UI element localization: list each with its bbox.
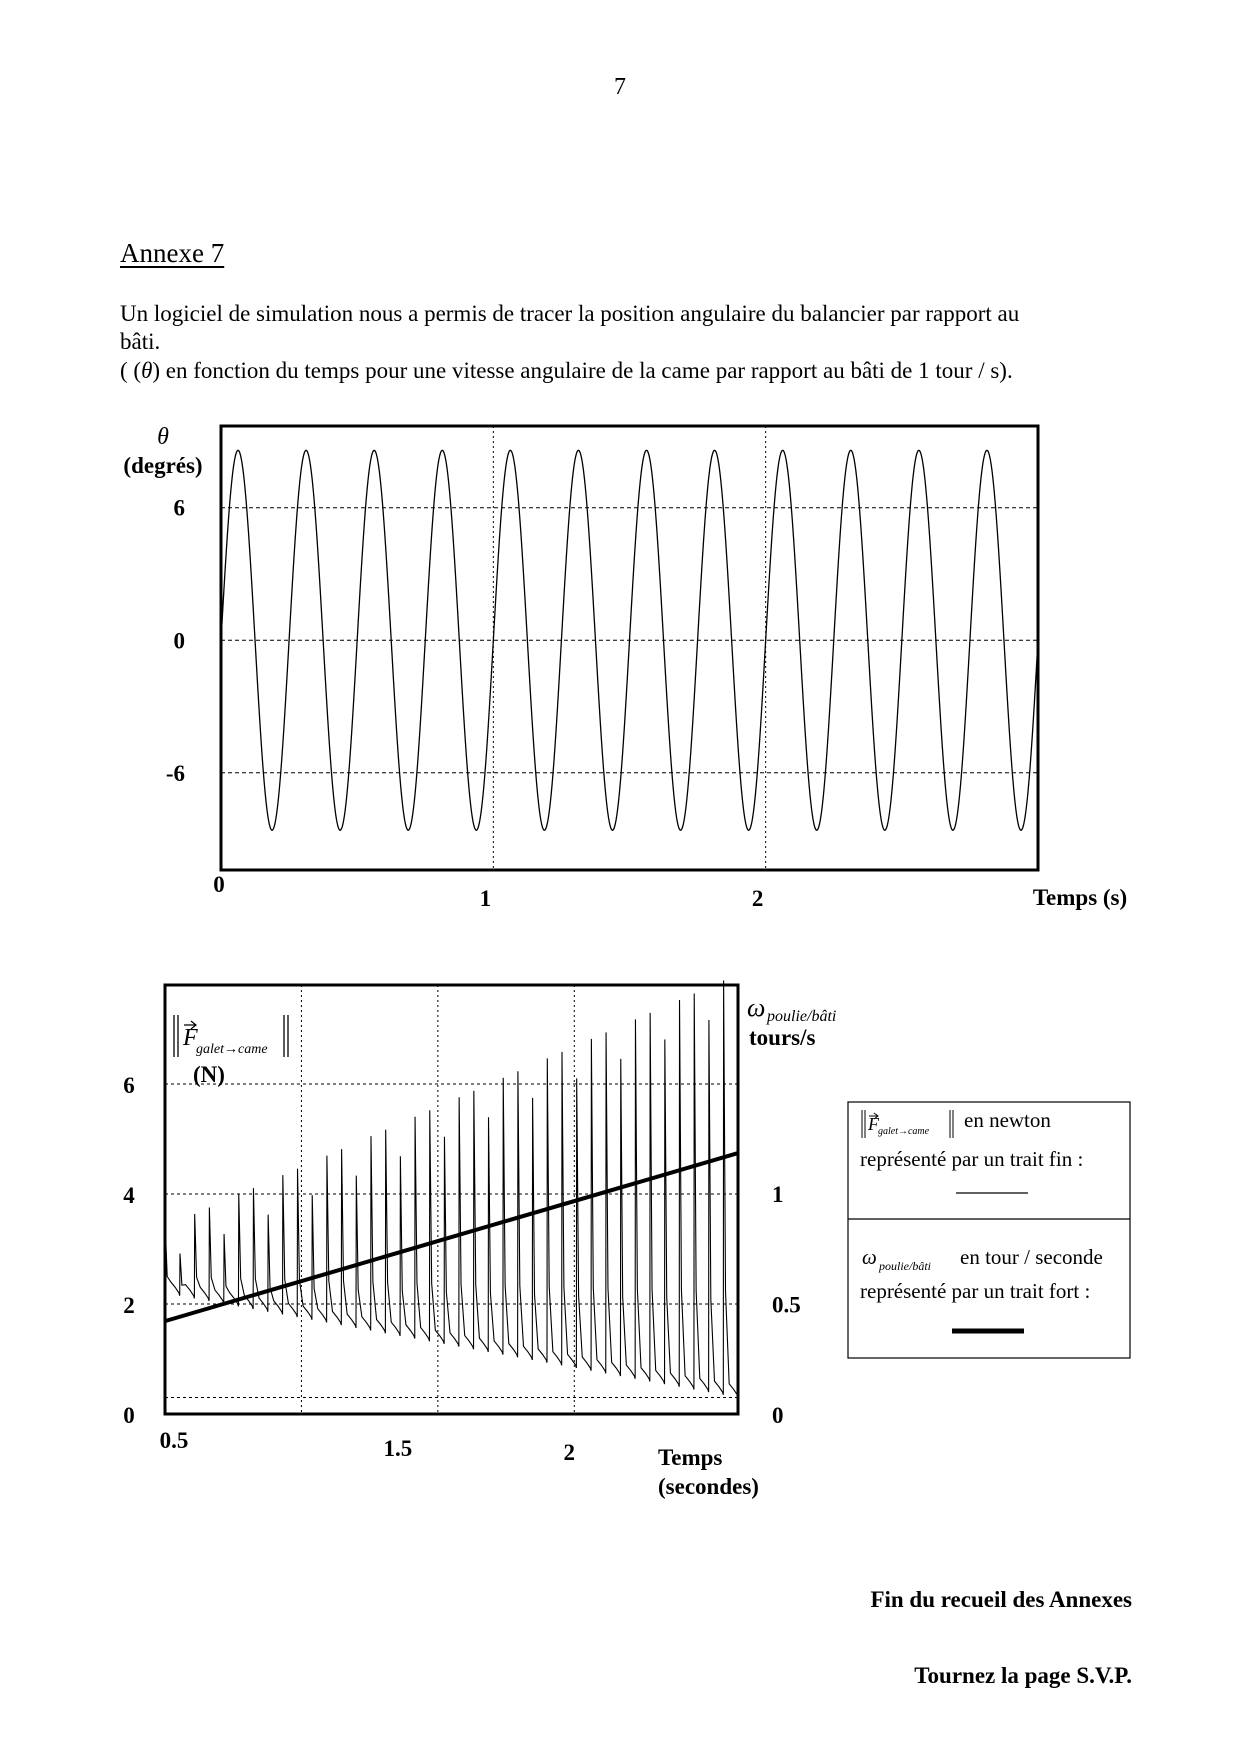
page-number: 7 [614,74,626,100]
force-axis-symbol: F [183,1025,198,1051]
force-left-tick-labels [123,1073,135,1428]
turn-page: Tournez la page S.V.P. [914,1663,1132,1688]
theta-xtick-label: 1 [479,886,492,911]
force-xtick-label: 0.5 [159,1428,189,1453]
intro-line-3-pre: ( ( [120,358,142,383]
theta-xtick-labels [213,872,763,911]
force-speed-chart [0,975,1240,1515]
force-axis-label [174,1015,288,1087]
omega-axis-symbol: ω [747,993,766,1022]
intro-line-1: Un logiciel de simulation nous a permis de tracer la position angulaire du balancier par rapport au [120,301,1020,326]
intro-line-3-post: ) en fonction du temps pour une vitesse angulaire de la came par rapport au bâti de 1 tour / s). [152,358,1013,383]
legend-row1-desc: représenté par un trait fin : [860,1147,1084,1171]
legend-row1-unit: en newton [964,1108,1051,1132]
legend-box [848,1102,1130,1358]
annex-title: Annexe 7 [120,238,225,268]
omega-right-tick-label: 1 [772,1181,784,1207]
omega-axis-label [747,993,836,1050]
omega-axis-unit: tours/s [749,1025,816,1050]
legend-omega-subscript: poulie/bâti [879,1259,931,1273]
theta-ylabel-unit: (degrés) [123,453,203,478]
theta-ytick-labels [166,496,185,786]
legend-force-symbol: F [868,1114,879,1134]
force-axis-unit: (N) [193,1062,225,1087]
theta-ylabel-symbol: θ [157,424,169,450]
legend-frame [848,1102,1130,1358]
theta-xtick-label: 2 [751,886,764,911]
theta-xtick-label: 0 [213,872,225,897]
omega-right-tick-label: 0.5 [772,1292,801,1318]
legend-row2-unit: en tour / seconde [960,1245,1103,1269]
force-left-tick-label: 6 [123,1073,135,1098]
force-left-tick-label: 2 [123,1293,135,1318]
omega-right-tick-labels [772,1182,801,1428]
legend-omega-symbol: ω [862,1245,877,1269]
legend-row2-desc: représenté par un trait fort : [860,1279,1091,1303]
theta-chart [0,410,1240,930]
intro-line-3 [120,357,1013,385]
intro-line-2: bâti. [120,329,161,354]
theta-symbol: θ [141,358,153,383]
force-xtick-labels [160,1428,575,1465]
force-xlabel-line2: (secondes) [658,1474,759,1499]
legend-force-subscript: galet→came [878,1126,930,1137]
force-xtick-label: 1.5 [383,1436,413,1461]
theta-ytick-label: -6 [165,760,185,786]
force-left-tick-label: 4 [123,1183,135,1208]
theta-ytick-label: 0 [173,628,185,654]
force-left-tick-label: 0 [123,1403,135,1428]
omega-axis-subscript: poulie/bâti [767,1008,837,1025]
end-of-annexes: Fin du recueil des Annexes [870,1587,1132,1612]
force-xtick-label: 2 [563,1440,576,1465]
omega-right-tick-label: 0 [772,1403,784,1428]
force-axis-subscript: galet→came [196,1042,268,1057]
theta-ytick-label: 6 [173,495,185,521]
force-xlabel-line1: Temps [658,1445,723,1470]
theta-xlabel: Temps (s) [1032,885,1128,910]
